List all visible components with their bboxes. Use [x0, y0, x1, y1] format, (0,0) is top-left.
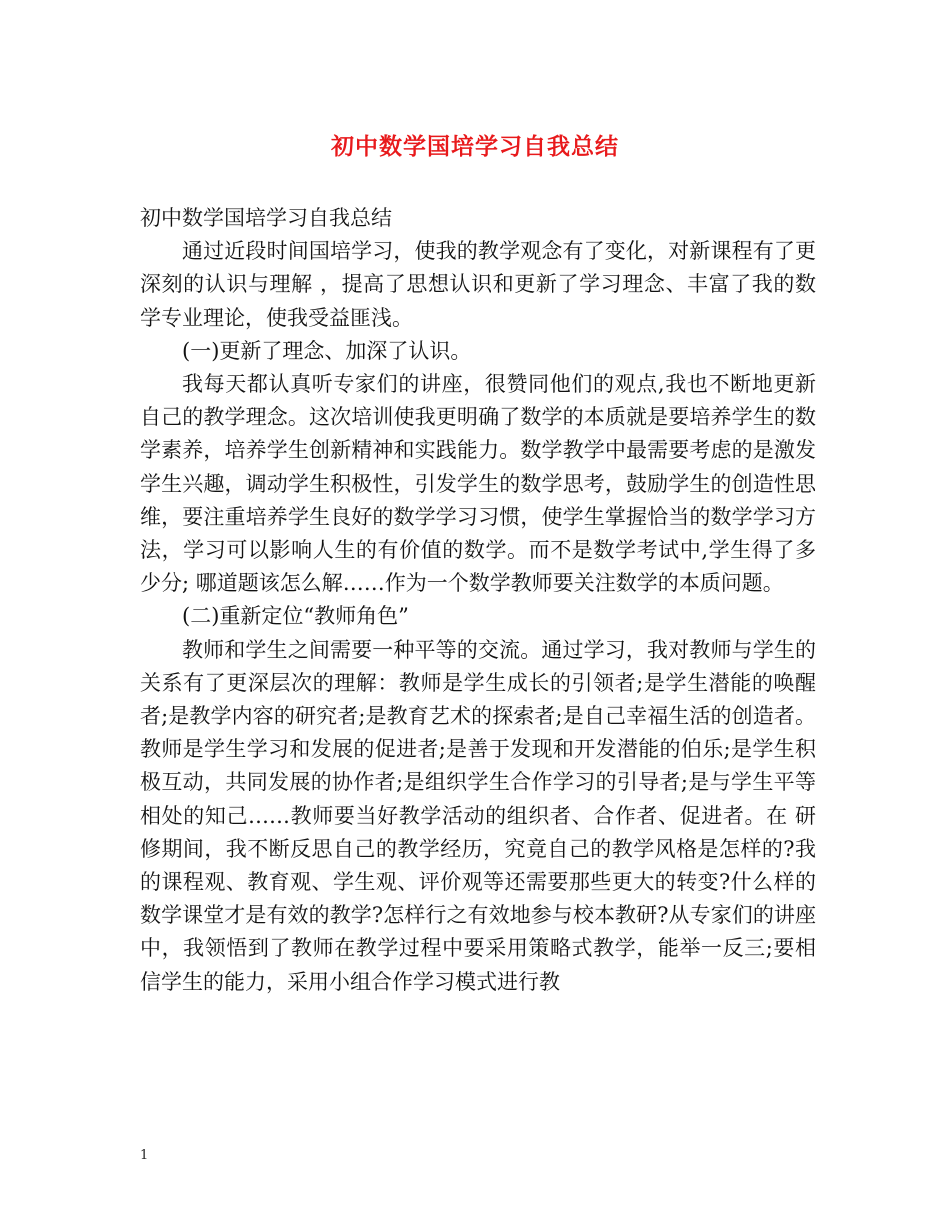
paragraph-section-2: 教师和学生之间需要一种平等的交流。通过学习，我对教师与学生的关系有了更深层次的理解：教师是学生成长的引领者;是学生潜能的唤醒者;是教学内容的研究者;是教育艺术的探索者;是自己幸福生活的创造者。教师是学生学习和发展的促进者;是善于发现和开发潜能的伯乐;是学生积极互动，共同发展的协作者;是组织学生合作学习的引导者;是与学生平等相处的知己……教师要当好教学活动的组织者、合作者、促进者。在 研修期间，我不断反思自己的教学经历，究竟自己的教学风格是怎样的?我的课程观、教育观、学生观、评价观等还需要那些更大的转变?什么样的数学课堂才是有效的教学?怎样行之有效地参与校本教研?从专家们的讲座中，我领悟到了教师在教学过程中要采用策略式教学，能举一反三;要相信学生的能力，采用小组合作学习模式进行教 — [140, 637, 816, 994]
page-number: 1 — [140, 1148, 149, 1163]
document-title: 初中数学国培学习自我总结 — [331, 133, 619, 160]
section-heading-1: (一)更新了理念、加深了认识。 — [182, 338, 472, 363]
document-subtitle: 初中数学国培学习自我总结 — [140, 206, 392, 230]
paragraph-section-1: 我每天都认真听专家们的讲座，很赞同他们的观点,我也不断地更新自己的教学理念。这次培训使我更明确了数学的本质就是要培养学生的数学素养，培养学生创新精神和实践能力。数学教学中最需要考虑的是激发学生兴趣，调动学生积极性，引发学生的数学思考，鼓励学生的创造性思维，要注重培养学生良好的数学学习习惯，使学生掌握恰当的数学学习方法，学习可以影响人生的有价值的数学。而不是数学考试中,学生得了多少分; 哪道题该怎么解……作为一个数学教师要关注数学的本质问题。 — [140, 372, 816, 596]
paragraph-intro: 通过近段时间国培学习，使我的教学观念有了变化，对新课程有了更深刻的认识与理解 ，提高了思想认识和更新了学习理念、丰富了我的数学专业理论，使我受益匪浅。 — [140, 239, 816, 330]
section-heading-2: (二)重新定位“教师角色” — [182, 604, 409, 629]
document-body — [140, 202, 816, 999]
